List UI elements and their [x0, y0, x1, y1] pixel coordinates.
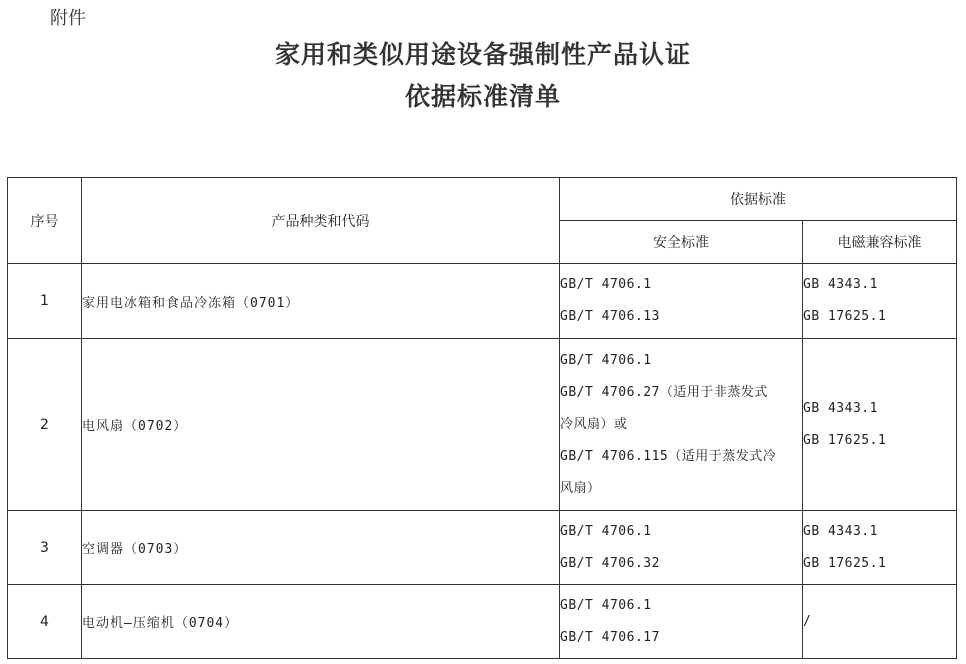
row-safety-standards — [560, 264, 803, 339]
row-safety-standards — [560, 511, 803, 585]
header-product: 产品种类和代码 — [82, 178, 560, 264]
header-seq: 序号 — [8, 178, 82, 264]
document-title-line-2: 依据标准清单 — [404, 82, 561, 111]
safety-standard: 冷风扇）或 — [560, 416, 628, 432]
safety-standard: GB/T 4706.1 — [560, 277, 652, 292]
table-row — [8, 339, 957, 511]
row-product: 空调器（0703） — [82, 511, 560, 585]
safety-standard: 风扇） — [560, 480, 601, 496]
header-basis: 依据标准 — [560, 178, 957, 221]
row-product: 电风扇（0702） — [82, 339, 560, 511]
row-seq: 4 — [8, 585, 82, 659]
emc-standard: GB 17625.1 — [803, 432, 887, 448]
row-emc-standards — [803, 264, 957, 339]
emc-standard: GB 17625.1 — [803, 309, 887, 324]
safety-standard: GB/T 4706.1 — [560, 597, 652, 613]
row-product: 家用电冰箱和食品冷冻箱（0701） — [82, 264, 560, 339]
emc-standard: GB 17625.1 — [803, 555, 887, 571]
header-safety: 安全标准 — [560, 221, 803, 264]
header-row-top — [8, 178, 957, 221]
safety-standard: GB/T 4706.32 — [560, 555, 660, 571]
row-emc-standards — [803, 585, 957, 659]
emc-standard: GB 4343.1 — [803, 277, 878, 292]
row-safety-standards — [560, 339, 803, 511]
row-seq: 2 — [8, 339, 82, 511]
attachment-label: 附件 — [50, 8, 86, 29]
safety-standard: GB/T 4706.1 — [560, 352, 652, 368]
table-row — [8, 585, 957, 659]
standards-table — [7, 177, 957, 659]
row-emc-standards — [803, 339, 957, 511]
row-product: 电动机—压缩机（0704） — [82, 585, 560, 659]
row-seq: 1 — [8, 264, 82, 339]
table-row — [8, 264, 957, 339]
emc-standard: / — [803, 613, 812, 629]
safety-standard: GB/T 4706.17 — [560, 629, 660, 645]
safety-standard: GB/T 4706.27（适用于非蒸发式 — [560, 384, 768, 400]
header-emc: 电磁兼容标准 — [803, 221, 957, 264]
row-safety-standards — [560, 585, 803, 659]
safety-standard: GB/T 4706.1 — [560, 523, 652, 539]
document-title-line-1: 家用和类似用途设备强制性产品认证 — [274, 40, 691, 69]
emc-standard: GB 4343.1 — [803, 523, 878, 539]
row-seq: 3 — [8, 511, 82, 585]
emc-standard: GB 4343.1 — [803, 400, 878, 416]
row-emc-standards — [803, 511, 957, 585]
table-row — [8, 511, 957, 585]
safety-standard: GB/T 4706.115（适用于蒸发式冷 — [560, 448, 777, 464]
safety-standard: GB/T 4706.13 — [560, 309, 660, 324]
